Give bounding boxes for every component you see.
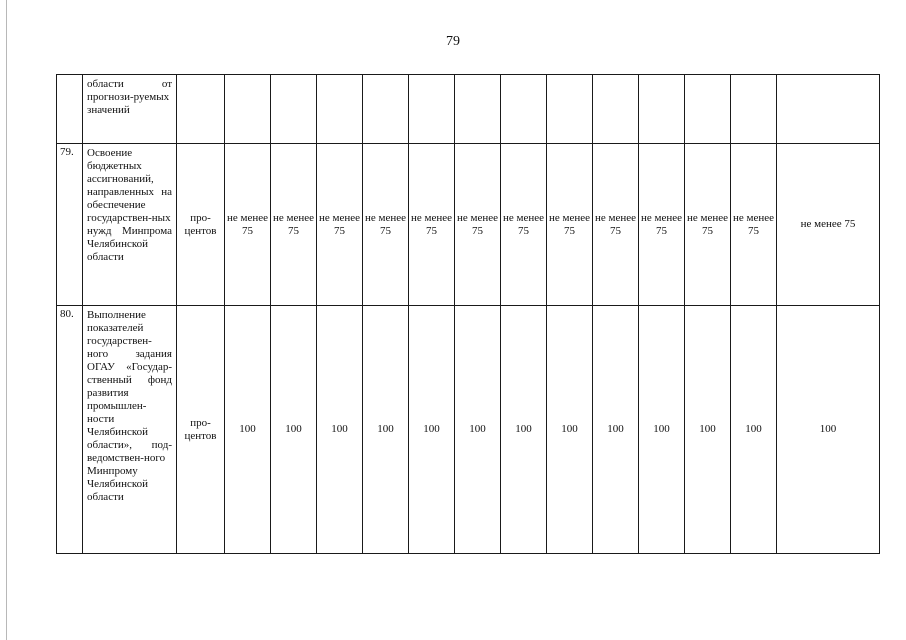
value-cell [363, 75, 409, 144]
value-cell: 100 [501, 306, 547, 554]
value-cell: не менее 75 [271, 144, 317, 306]
value-cell: не менее 75 [547, 144, 593, 306]
value-cell [731, 75, 777, 144]
final-value-cell [777, 75, 880, 144]
value-cell: не менее 75 [409, 144, 455, 306]
value-cell [639, 75, 685, 144]
value-cell: 100 [455, 306, 501, 554]
value-cell [547, 75, 593, 144]
table-body [57, 75, 880, 554]
value-cell: не менее 75 [317, 144, 363, 306]
final-value-cell: не менее 75 [777, 144, 880, 306]
value-cell [501, 75, 547, 144]
value-cell: 100 [593, 306, 639, 554]
value-cell: не менее 75 [501, 144, 547, 306]
unit-cell [177, 75, 225, 144]
value-cell: не менее 75 [731, 144, 777, 306]
value-cell: не менее 75 [593, 144, 639, 306]
value-cell: не менее 75 [225, 144, 271, 306]
value-cell: не менее 75 [363, 144, 409, 306]
indicator-description: Освоение бюджетных ассигнований, направленных на обеспечение государствен-ных нужд Минпрома Челябинской области [83, 144, 177, 306]
value-cell: 100 [409, 306, 455, 554]
value-cell: 100 [317, 306, 363, 554]
row-number: 80. [57, 306, 83, 554]
value-cell: не менее 75 [685, 144, 731, 306]
value-cell: 100 [731, 306, 777, 554]
scan-edge-line [6, 0, 7, 640]
value-cell: 100 [225, 306, 271, 554]
indicator-description: области от прогнози-руемых значений [83, 75, 177, 144]
unit-cell: про-центов [177, 306, 225, 554]
value-cell: не менее 75 [639, 144, 685, 306]
table-row [57, 144, 880, 306]
page-number: 79 [446, 34, 460, 49]
value-cell: 100 [271, 306, 317, 554]
value-cell: 100 [547, 306, 593, 554]
value-cell [455, 75, 501, 144]
value-cell: 100 [685, 306, 731, 554]
indicator-table [56, 74, 880, 554]
value-cell: 100 [639, 306, 685, 554]
row-number: 79. [57, 144, 83, 306]
row-number [57, 75, 83, 144]
value-cell [593, 75, 639, 144]
unit-cell: про-центов [177, 144, 225, 306]
value-cell [271, 75, 317, 144]
value-cell: 100 [363, 306, 409, 554]
table-row [57, 306, 880, 554]
value-cell [685, 75, 731, 144]
table-row [57, 75, 880, 144]
value-cell: не менее 75 [455, 144, 501, 306]
indicator-description: Выполнение показателей государствен-ного задания ОГАУ «Государ-ственный фонд развития промышлен-ности Челябинской области», под-ведомствен-ного Минпрому Челябинской области [83, 306, 177, 554]
value-cell [317, 75, 363, 144]
value-cell [409, 75, 455, 144]
final-value-cell: 100 [777, 306, 880, 554]
value-cell [225, 75, 271, 144]
